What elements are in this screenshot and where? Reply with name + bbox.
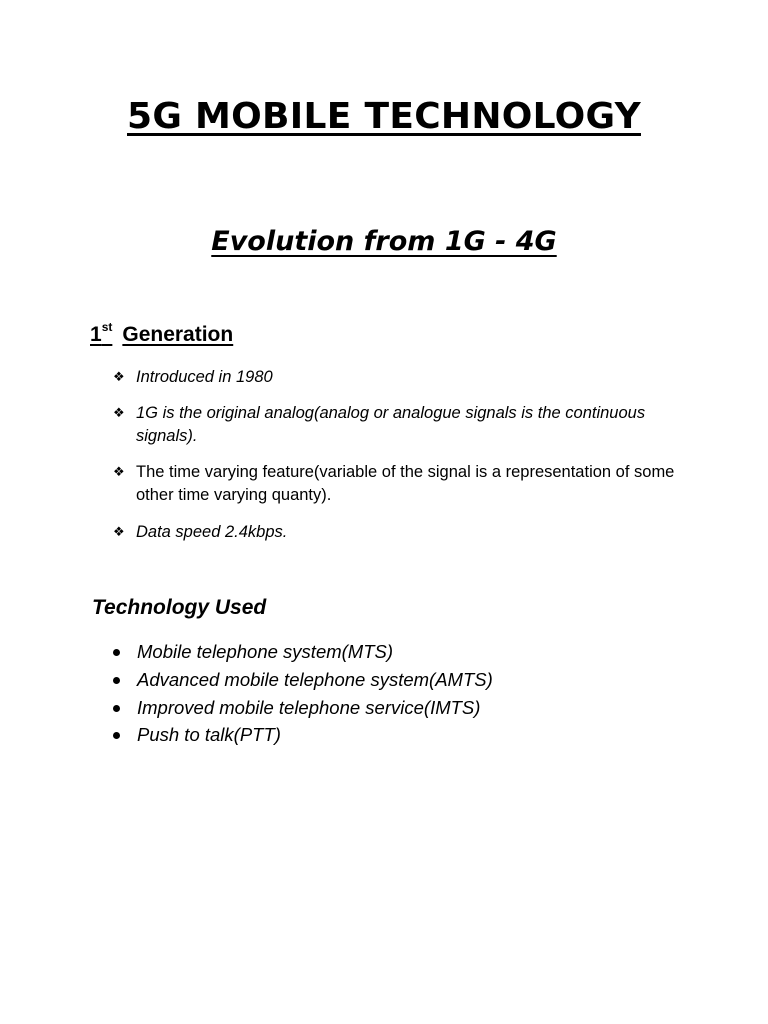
heading-superscript: st bbox=[101, 320, 113, 334]
list-item-text: Data speed 2.4kbps. bbox=[136, 523, 288, 541]
diamond-bullet-icon: ❖ bbox=[113, 370, 125, 385]
list-item bbox=[113, 640, 673, 664]
diamond-bullet-icon: ❖ bbox=[113, 465, 125, 480]
list-item bbox=[113, 461, 693, 507]
bullet-dot-icon bbox=[113, 649, 120, 656]
list-item bbox=[113, 668, 673, 692]
document-subtitle: Evolution from 1G - 4G bbox=[211, 226, 557, 257]
section-heading-first-generation bbox=[90, 322, 233, 347]
list-item bbox=[113, 366, 693, 389]
list-item-text: 1G is the original analog(analog or analogue signals is the continuous signals). bbox=[136, 404, 646, 445]
list-item-text: Introduced in 1980 bbox=[136, 368, 273, 386]
list-item bbox=[113, 723, 673, 747]
bullet-dot-icon bbox=[113, 732, 120, 739]
diamond-bullet-icon: ❖ bbox=[113, 406, 125, 421]
section-heading-technology-used: Technology Used bbox=[92, 596, 267, 619]
list-item-text: Advanced mobile telephone system(AMTS) bbox=[137, 669, 493, 690]
diamond-bullet-icon: ❖ bbox=[113, 525, 125, 540]
heading-word: Generation bbox=[122, 323, 234, 346]
list-item bbox=[113, 402, 693, 448]
document-title: 5G MOBILE TECHNOLOGY bbox=[127, 96, 641, 137]
heading-number: 1 bbox=[90, 323, 102, 346]
list-item bbox=[113, 696, 673, 720]
list-item-text: Improved mobile telephone service(IMTS) bbox=[137, 697, 481, 718]
list-item-text: Mobile telephone system(MTS) bbox=[137, 641, 394, 662]
bullet-dot-icon bbox=[113, 705, 120, 712]
bullet-dot-icon bbox=[113, 677, 120, 684]
list-item-text: The time varying feature(variable of the signal is a representation of some other time varying quanty). bbox=[136, 463, 675, 504]
list-item-text: Push to talk(PTT) bbox=[137, 724, 281, 745]
list-item bbox=[113, 521, 693, 544]
